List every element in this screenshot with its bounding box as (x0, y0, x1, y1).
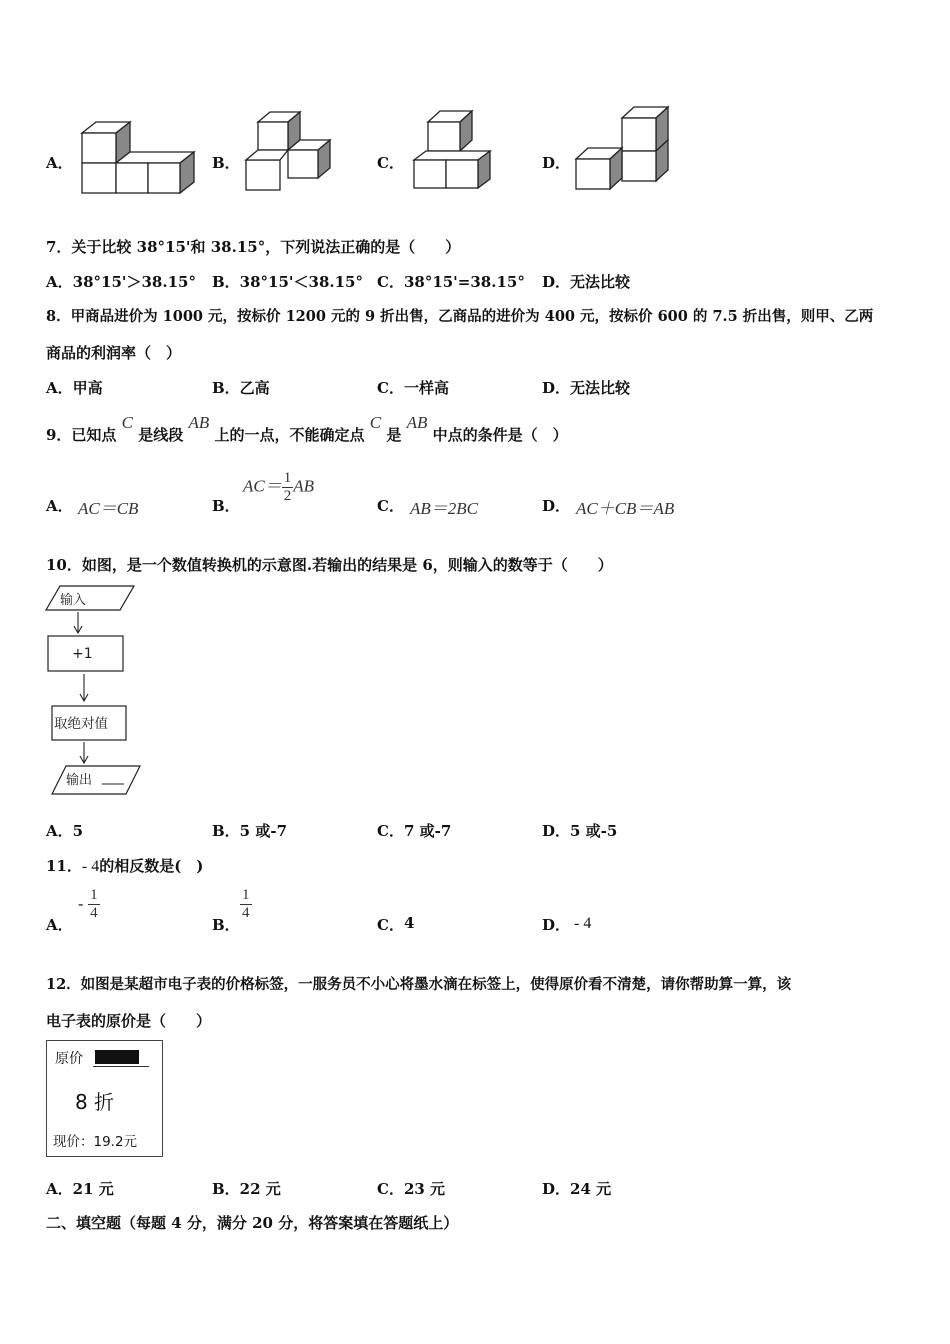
q8-option-c: C．一样高 (377, 379, 449, 397)
q6-option-b-figure (242, 110, 334, 196)
q6-option-a-figure (76, 118, 200, 198)
q9-option-c-letter: C． (377, 497, 404, 515)
q11-option-b-fraction (240, 887, 252, 922)
q9-var-ab-2: AB (406, 413, 428, 432)
q11-stem (46, 855, 203, 876)
q9-option-b-expr (243, 470, 314, 505)
q7-option-d: D．无法比较 (542, 273, 631, 291)
q9-option-a-letter: A． (46, 497, 73, 515)
q11-option-a-letter: A． (46, 916, 73, 934)
q8-option-d: D．无法比较 (542, 379, 631, 397)
q12-option-c: C．23 元 (377, 1180, 446, 1198)
q11-option-a-denominator: 4 (90, 905, 98, 921)
q8-option-b: B．乙高 (212, 379, 270, 397)
q9-stem-part5: 中点的条件是（ ） (432, 426, 568, 444)
q10-flowchart (44, 582, 144, 802)
q12-option-d: D．24 元 (542, 1180, 612, 1198)
q12-price-tag (46, 1040, 163, 1157)
q6-option-b-letter: B． (212, 154, 240, 172)
q9-option-b-fraction (282, 470, 294, 505)
q9-stem-part2: 是线段 (138, 426, 184, 444)
q11-option-a-sign: - (78, 895, 84, 913)
q7-option-a: A．38°15'＞38.15° (46, 273, 196, 291)
q7-option-b: B．38°15'＜38.15° (212, 273, 363, 291)
flow-input-label: 输入 (60, 593, 87, 608)
q11-option-b-expr (240, 887, 252, 922)
q9-option-b-rhs: AB (293, 476, 315, 496)
q12-option-b: B．22 元 (212, 1180, 281, 1198)
q11-option-b-denominator: 4 (242, 905, 250, 921)
tag-original-label: 原价 (55, 1051, 83, 1067)
q6-option-c-letter: C． (377, 154, 404, 172)
q10-option-c: C．7 或-7 (377, 822, 452, 840)
q9-stem-part1: 9．已知点 (46, 426, 117, 444)
q11-stem-value: - 4 (81, 858, 100, 875)
q10-option-d: D．5 或-5 (542, 822, 618, 840)
tag-underline (93, 1066, 149, 1067)
q7-stem: 7．关于比较 38°15'和 38.15°，下列说法正确的是（ ） (46, 238, 461, 256)
q9-var-ab: AB (188, 413, 210, 432)
q9-var-c-2: C (369, 413, 382, 432)
q11-stem-number: 11． (46, 857, 82, 875)
tag-discount: 8 折 (75, 1090, 115, 1114)
section2-title: 二、填空题（每题 4 分，满分 20 分，将答案填在答题纸上） (46, 1214, 459, 1232)
q9-option-d-letter: D． (542, 497, 571, 515)
q9-var-c: C (121, 413, 134, 432)
flow-add-label: +1 (72, 646, 93, 662)
q9-option-b-numerator: 1 (283, 470, 292, 486)
q9-option-b-letter: B． (212, 497, 240, 515)
q12-stem-line2: 电子表的原价是（ ） (46, 1012, 212, 1030)
q9-stem (46, 413, 568, 445)
q11-option-a-fraction (88, 887, 100, 922)
q6-option-d-figure (572, 104, 674, 194)
q11-option-c-letter: C． (377, 916, 404, 934)
q11-option-a-numerator: 1 (90, 887, 98, 903)
q9-option-a-expr: AC＝CB (78, 499, 139, 518)
q10-option-a: A．5 (46, 822, 84, 840)
q6-option-c-figure (410, 108, 496, 196)
q11-option-b-numerator: 1 (242, 887, 250, 903)
q11-option-b-letter: B． (212, 916, 240, 934)
q10-stem: 10．如图，是一个数值转换机的示意图.若输出的结果是 6，则输入的数等于（ ） (46, 556, 613, 574)
flow-abs-label: 取绝对值 (54, 716, 108, 732)
q10-option-b: B．5 或-7 (212, 822, 288, 840)
ink-blot (95, 1050, 139, 1064)
q6-option-a-letter: A． (46, 154, 73, 172)
q9-option-b-lhs: AC＝ (243, 476, 282, 496)
q9-option-b-denominator: 2 (283, 488, 292, 504)
flow-output-label: 输出 (66, 773, 93, 788)
q12-stem-line1: 12．如图是某超市电子表的价格标签，一服务员不小心将墨水滴在标签上，使得原价看不清楚，请你帮助算一算，该 (46, 976, 792, 993)
q9-option-c-expr: AB＝2BC (410, 499, 478, 518)
q9-stem-part3: 上的一点，不能确定点 (214, 426, 365, 444)
q11-option-d-letter: D． (542, 916, 571, 934)
q12-option-a: A．21 元 (46, 1180, 114, 1198)
q8-stem-line2: 商品的利润率（ ） (46, 344, 182, 362)
q11-stem-rest: 的相反数是( ) (99, 857, 204, 875)
q8-stem-line1: 8．甲商品进价为 1000 元，按标价 1200 元的 9 折出售，乙商品的进价为 400 元，按标价 600 的 7.5 折出售，则甲、乙两 (46, 308, 874, 325)
q11-option-d-value: - 4 (574, 915, 592, 932)
q9-option-d-expr: AC＋CB＝AB (576, 499, 675, 518)
q8-option-a: A．甲高 (46, 379, 103, 397)
q6-option-d-letter: D． (542, 154, 571, 172)
tag-current-price: 现价：19.2元 (53, 1134, 138, 1150)
q7-option-c: C．38°15'=38.15° (377, 273, 525, 291)
q11-option-a-expr (78, 887, 100, 922)
q11-option-c-value: 4 (404, 914, 415, 932)
q9-stem-part4: 是 (386, 426, 402, 444)
